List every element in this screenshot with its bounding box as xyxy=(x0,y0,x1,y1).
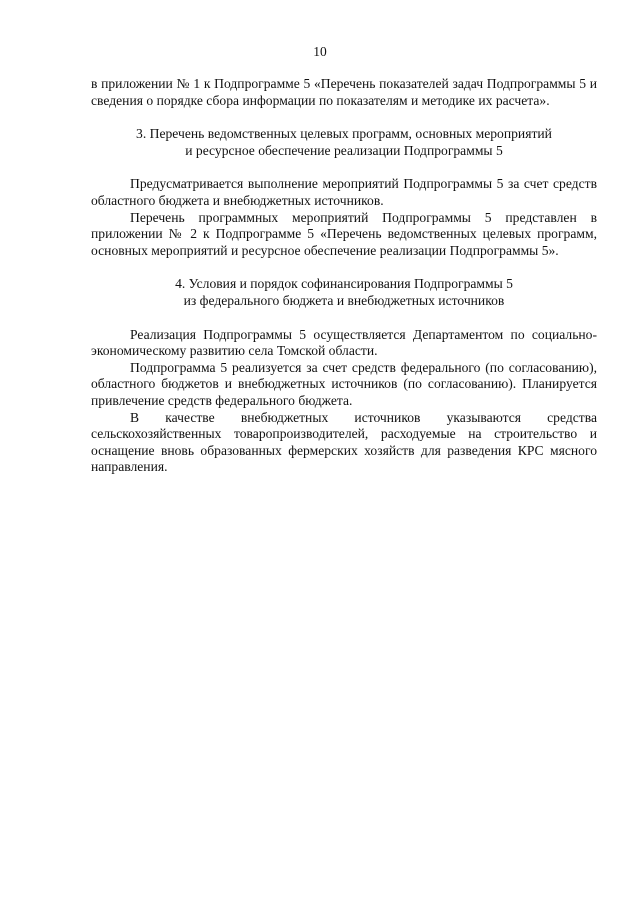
section-4-heading xyxy=(91,276,597,309)
section-3-paragraph-1: Предусматривается выполнение мероприятий Подпрограммы 5 за счет средств областного бюджета и внебюджетных источников. xyxy=(91,176,597,208)
document-body xyxy=(91,76,597,476)
spacer xyxy=(91,259,597,276)
section-3-heading xyxy=(91,126,597,159)
spacer xyxy=(91,310,597,327)
section-4-heading-line-2: из федерального бюджета и внебюджетных источников xyxy=(183,292,505,308)
spacer xyxy=(91,109,597,126)
section-3-heading-line-2: и ресурсное обеспечение реализации Подпрограммы 5 xyxy=(185,142,503,158)
section-3-heading-line-1: 3. Перечень ведомственных целевых программ, основных мероприятий xyxy=(136,126,552,142)
section-3-paragraph-2: Перечень программных мероприятий Подпрограммы 5 представлен в приложении № 2 к Подпрограмме 5 «Перечень ведомственных целевых программ, основных мероприятий и ресурсное обеспечение реализации Подпрограммы 5». xyxy=(91,209,597,258)
section-4-heading-line-1: 4. Условия и порядок софинансирования Подпрограммы 5 xyxy=(175,276,513,292)
intro-paragraph: в приложении № 1 к Подпрограмме 5 «Перечень показателей задач Подпрограммы 5 и сведения о порядке сбора информации по показателям и методике их расчета». xyxy=(91,76,597,108)
page-number: 10 xyxy=(313,44,327,59)
section-4-paragraph-2: Подпрограмма 5 реализуется за счет средств федерального (по согласованию), областного бюджетов и внебюджетных источников (по согласованию). Планируется привлечение средств федерального бюджета. xyxy=(91,359,597,408)
section-4-paragraph-3: В качестве внебюджетных источников указываются средства сельскохозяйственных товаропроизводителей, расходуемые на строительство и оснащение вновь образованных фермерских хозяйств для разведения КРС мясного направления. xyxy=(91,409,597,475)
section-4-paragraph-1: Реализация Подпрограммы 5 осуществляется Департаментом по социально-экономическому развитию села Томской области. xyxy=(91,326,597,359)
spacer xyxy=(91,159,597,176)
